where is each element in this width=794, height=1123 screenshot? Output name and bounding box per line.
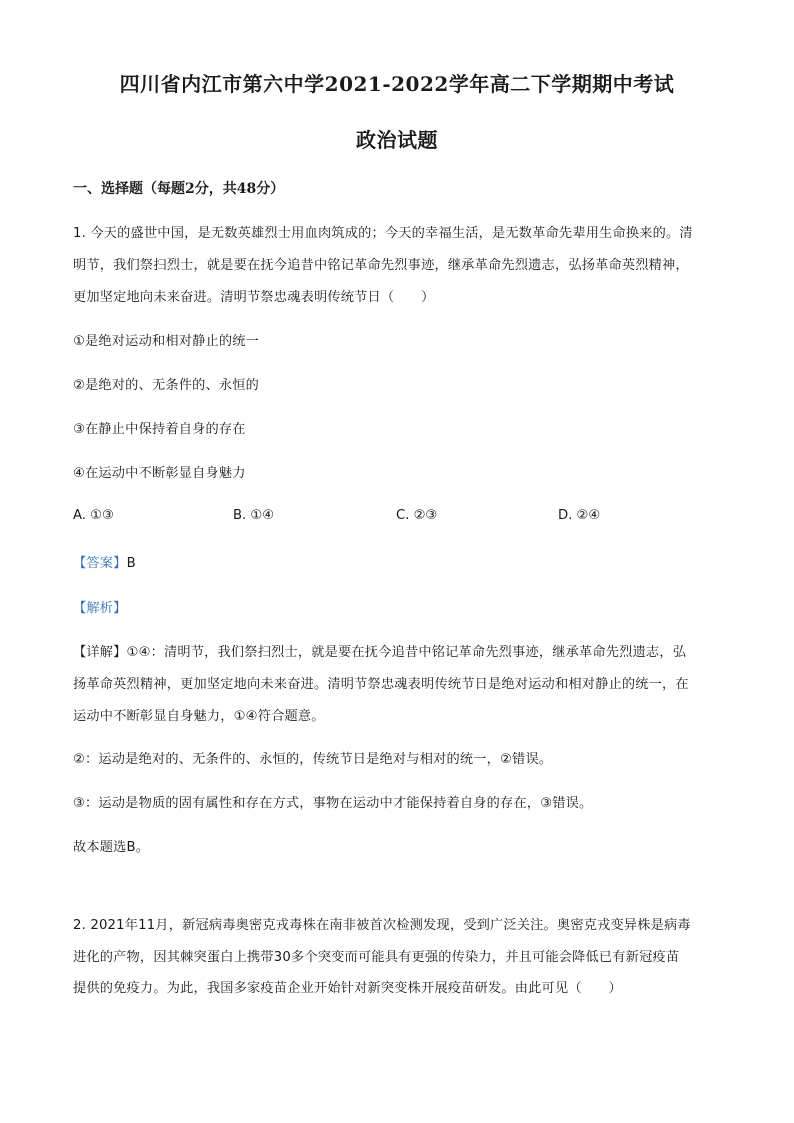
q1-statement: ①是绝对运动和相对静止的统一 xyxy=(73,334,260,349)
q2-stem-line: 2. 2021年11月，新冠病毒奥密克戎毒株在南非被首次检测发现，受到广泛关注。奥密克戎变异株是病毒 xyxy=(73,918,691,933)
section-heading: 一、选择题（每题2分，共48分） xyxy=(73,181,285,197)
q1-option-c: C. ②③ xyxy=(396,508,438,523)
answer-value: B xyxy=(126,556,136,571)
q1-conclusion: 故本题选B。 xyxy=(73,840,150,855)
q1-detail-line: 【详解】①④：清明节，我们祭扫烈士，就是要在抚今追昔中铭记革命先烈事迹，继承革命先烈遗志，弘 xyxy=(73,645,687,660)
q1-stem-line: 明节，我们祭扫烈士，就是要在抚今追昔中铭记革命先烈事迹，继承革命先烈遗志，弘扬革命英烈精神， xyxy=(73,258,689,273)
q1-note: ③：运动是物质的固有属性和存在方式，事物在运动中才能保持着自身的存在，③错误。 xyxy=(73,796,593,811)
answer-label: 【答案】 xyxy=(73,556,127,571)
q1-detail-line: 运动中不断彰显自身魅力，①④符合题意。 xyxy=(73,709,325,724)
q1-statement: ③在静止中保持着自身的存在 xyxy=(73,422,246,437)
document-title: 四川省内江市第六中学2021-2022学年高二下学期期中考试 xyxy=(119,72,675,96)
q2-stem-line: 提供的免疫力。为此，我国多家疫苗企业开始针对新突变株开展疫苗研发。由此可见（ ） xyxy=(73,981,622,996)
q1-stem-line: 1. 今天的盛世中国，是无数英雄烈士用血肉筑成的；今天的幸福生活，是无数革命先辈用生命换来的。清 xyxy=(73,226,693,241)
document-subtitle: 政治试题 xyxy=(356,128,438,152)
analysis-label: 【解析】 xyxy=(73,601,127,616)
q1-statement: ②是绝对的、无条件的、永恒的 xyxy=(73,378,260,393)
q1-detail-line: 扬革命英烈精神，更加坚定地向未来奋进。清明节祭忠魂表明传统节日是绝对运动和相对静止的统一，在 xyxy=(73,677,689,692)
q1-stem-line: 更加坚定地向未来奋进。清明节祭忠魂表明传统节日（ ） xyxy=(73,290,435,305)
q1-option-a: A. ①③ xyxy=(73,508,114,523)
q1-analysis-heading xyxy=(73,597,733,616)
q1-option-d: D. ②④ xyxy=(558,508,601,523)
q2-stem-line: 进化的产物，因其棘突蛋白上携带30多个突变而可能具有更强的传染力，并且可能会降低已有新冠疫苗 xyxy=(73,950,680,965)
q1-option-b: B. ①④ xyxy=(233,508,275,523)
q1-statement: ④在运动中不断彰显自身魅力 xyxy=(73,466,246,481)
q1-answer xyxy=(73,552,733,571)
q1-note: ②：运动是绝对的、无条件的、永恒的，传统节日是绝对与相对的统一，②错误。 xyxy=(73,752,553,767)
